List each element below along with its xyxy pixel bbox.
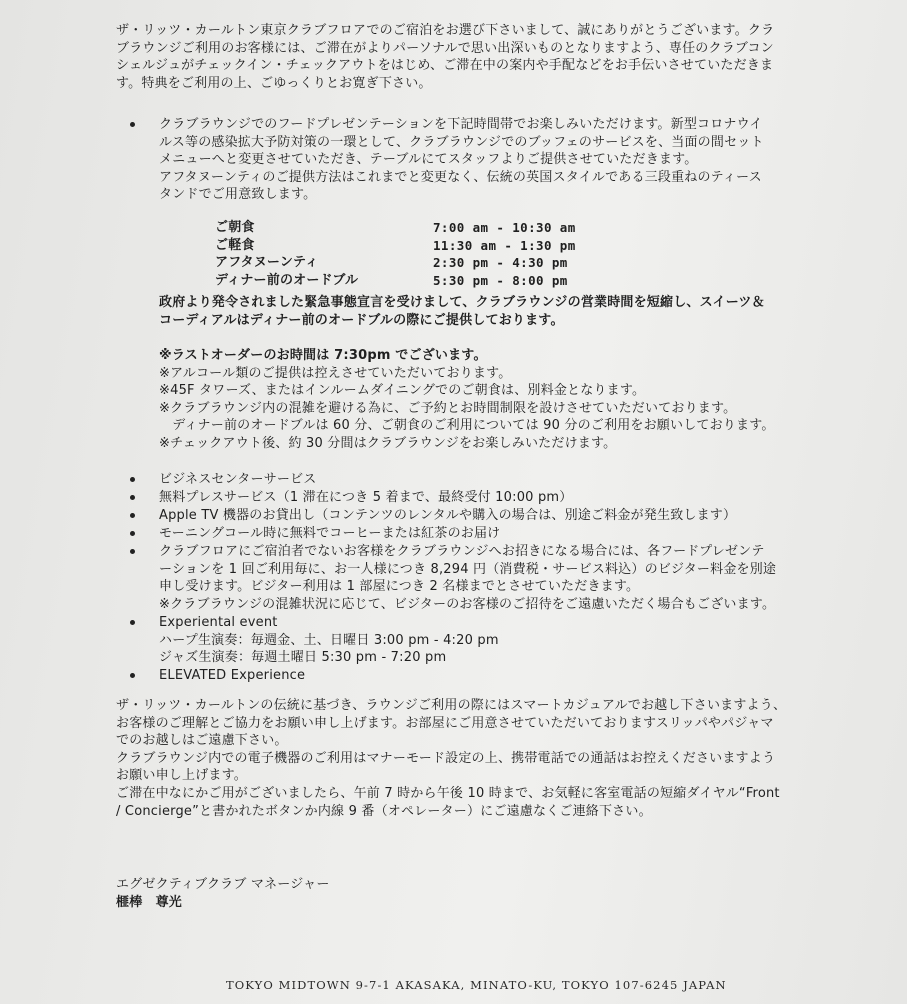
schedule-row [215,272,576,290]
food-note: ※クラブラウンジ内の混雑を避ける為に、ご予約とお時間制限を設けさせていただいております。 [159,400,737,416]
bullet-icon [130,673,135,678]
schedule-name: ご朝食 [215,220,255,235]
food-notes [159,347,775,453]
service-line: ハープ生演奏：毎週金、土、日曜日 3:00 pm - 4:20 pm [159,632,499,648]
food-line: タンドでご用意致します。 [159,187,317,203]
service-line: Apple TV 機器のお貸出し（コンテンツのレンタルや購入の場合は、別途ご料金が発生致します） [159,508,737,523]
service-line: 申し受けます。ビジター利用は 1 部屋につき 2 名様までとさせていただきます。 [159,579,640,595]
food-paragraph [159,116,764,204]
schedule-time: 5:30 pm - 8:00 pm [433,272,568,288]
bullet-icon [130,549,135,554]
schedule-name: ディナー前のオードブル [215,272,359,288]
closing-line: / Concierge”と書かれたボタンか内線 9 番（オペレーター）にご遠慮なくご連絡下さい。 [116,803,652,819]
food-note: ※チェックアウト後、約 30 分間はクラブラウンジをお楽しみいただけます。 [159,435,617,451]
intro-line: シェルジュがチェックイン・チェックアウトをはじめ、ご滞在中の案内や手配などをお手伝いさせていただきま [116,58,774,74]
footer-address: TOKYO MIDTOWN 9-7-1 AKASAKA, MINATO-KU, TOKYO 107-6245 JAPAN [226,978,727,992]
closing-line: でのお越しはご遠慮下さい。 [116,733,288,749]
food-schedule [215,219,576,289]
service-line: ELEVATED Experience [159,668,306,683]
food-line: クラブラウンジでのフードプレゼンテーションを下記時間帯でお楽しみいただけます。新型コロナウイ [159,117,763,132]
schedule-name: アフタヌーンティ [215,255,319,271]
schedule-row [215,254,576,272]
intro-paragraph [116,22,774,92]
food-line: ルス等の感染拡大予防対策の一環として、クラブラウンジでのブッフェのサービスを、当面の間セット [159,134,764,150]
schedule-name: ご軽食 [215,237,255,253]
food-note: ※45F タワーズ、またはインルームダイニングでのご朝食は、別料金となります。 [159,383,646,399]
service-line: 無料プレスサービス（1 滞在につき 5 着まで、最終受付 10:00 pm） [159,490,573,505]
service-line: Experiental event [159,615,278,630]
intro-line: ザ・リッツ・カールトン東京クラブフロアでのご宿泊をお選び下さいまして、誠にありがとうございます。クラ [116,23,775,38]
schedule-row [215,237,576,255]
service-line: モーニングコール時に無料でコーヒーまたは紅茶のお届け [159,526,501,541]
food-note: ※アルコール類のご提供は控えさせていただいております。 [159,365,512,381]
last-order-note: ※ラストオーダーのお時間は 7:30pm でございます。 [159,348,487,363]
bullet-icon [130,513,135,518]
service-line: ビジネスセンターサービス [159,472,317,487]
service-line: ーションを 1 回ご利用毎に、お一人様につき 8,294 円（消費税・サービス料込）のビジター料金を別途 [159,561,777,577]
schedule-time: 2:30 pm - 4:30 pm [433,255,568,271]
closing-line: ザ・リッツ・カールトンの伝統に基づき、ラウンジご利用の際にはスマートカジュアルでお越し下さいますよう、 [116,698,787,713]
food-line: アフタヌーンティのご提供方法はこれまでと変更なく、伝統の英国スタイルである三段重ねのティース [159,169,762,185]
schedule-row [215,219,576,237]
service-line: クラブフロアにご宿泊者でないお客様をクラブラウンジへお招きになる場合には、各フードプレゼンテ [159,544,765,559]
closing-line: クラブラウンジ内での電子機器のご利用はマナーモード設定の上、携帯電話での通話はお控えくださいますよう [116,750,776,766]
intro-line: す。特典をご利用の上、ごゆっくりとお寛ぎ下さい。 [116,75,432,91]
food-line: メニューへと変更させていただき、テーブルにてスタッフよりご提供させていただきます。 [159,152,698,168]
service-line: ※クラブラウンジの混雑状況に応じて、ビジターのお客様のご招待をご遠慮いただく場合もございます。 [159,596,776,612]
bullet-icon [130,477,135,482]
schedule-time: 11:30 am - 1:30 pm [433,237,576,253]
closing-line: お願い申し上げます。 [116,768,247,784]
schedule-time: 7:00 am - 10:30 am [433,220,576,235]
emergency-notice [159,294,765,329]
intro-line: ブラウンジご利用のお客様には、ご滞在がよりパーソナルで思い出深いものとなりますよう、専任のクラブコン [116,40,774,56]
bullet-icon [130,531,135,536]
bullet-icon [130,620,135,625]
closing-paragraph [116,697,786,820]
emergency-line: コーディアルはディナー前のオードブルの際にご提供しております。 [159,312,564,328]
closing-line: お客様のご理解とご協力をお願い申し上げます。お部屋にご用意させていただいておりますスリッパやパジャマ [116,715,774,731]
emergency-line: 政府より発令されました緊急事態宣言を受けまして、クラブラウンジの営業時間を短縮し、スイーツ＆ [159,295,765,310]
signature-title: エグゼクティブクラブ マネージャー [116,877,330,892]
signature-block [116,876,330,911]
service-line: ジャズ生演奏：毎週土曜日 5:30 pm - 7:20 pm [159,650,447,666]
food-note: ディナー前のオードブルは 60 分、ご朝食のご利用については 90 分のご利用をお願いしております。 [159,418,775,434]
closing-line: ご滞在中なにかご用がございましたら、午前 7 時から午後 10 時まで、お気軽に客室電話の短縮ダイヤル“Front [116,785,780,801]
bullet-icon [130,495,135,500]
bullet-icon [130,122,135,127]
signature-name: 榧棒 尊光 [116,894,183,910]
